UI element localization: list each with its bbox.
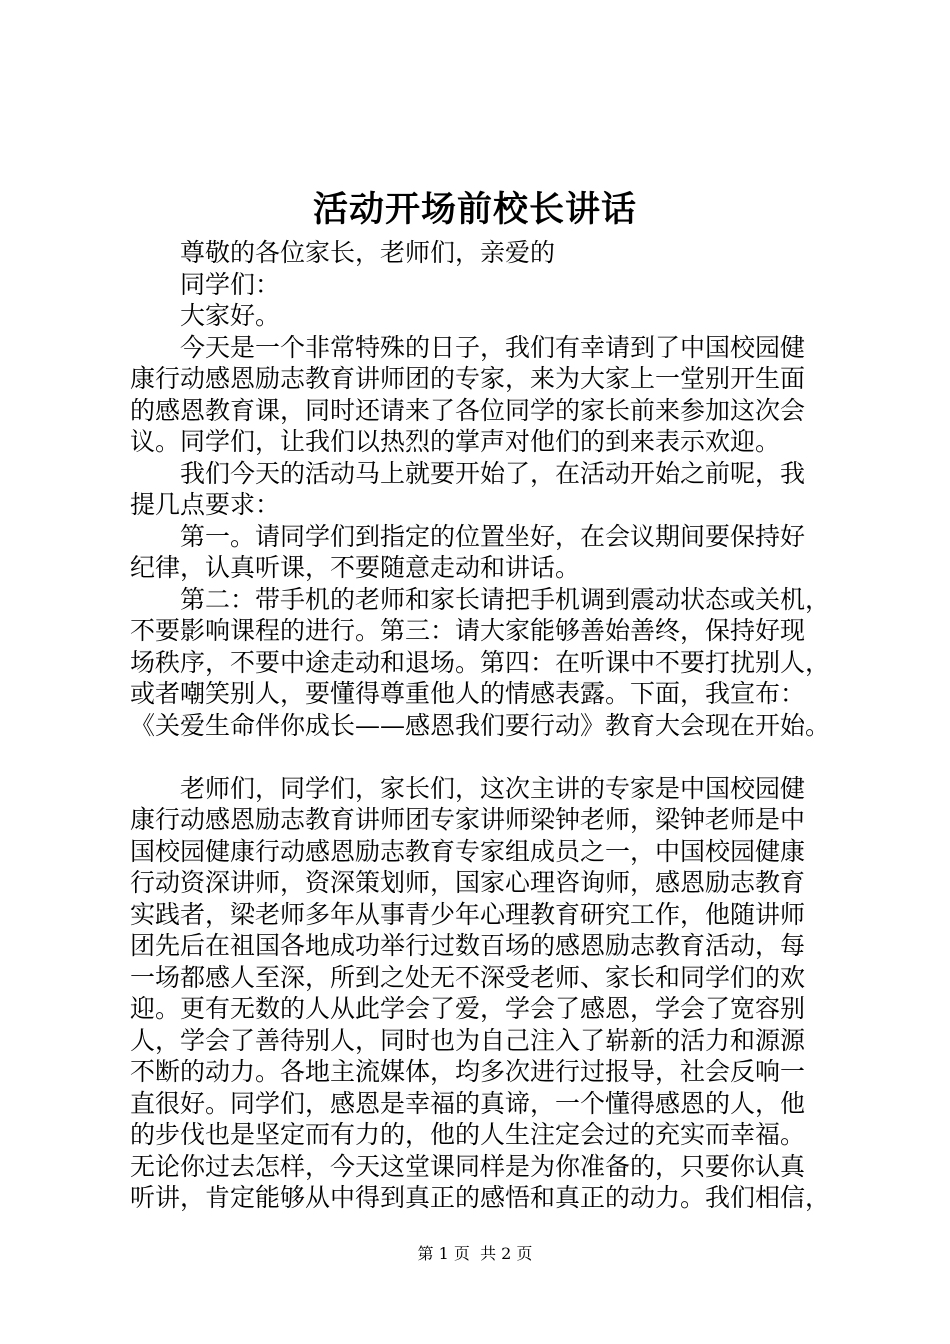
text-line: 同学们： (180, 269, 281, 299)
text-line: 纪律，认真听课，不要随意走动和讲话。 (130, 553, 581, 582)
requirement-one-paragraph (130, 521, 830, 584)
text-line: 国校园健康行动感恩励志教育专家组成员之一，中国校园健康 (130, 836, 806, 866)
greeting-paragraph (130, 300, 830, 332)
text-line: 大家好。 (180, 301, 281, 330)
page-footer (0, 1243, 950, 1265)
salutation-paragraph-continued (130, 269, 830, 301)
paragraph-spacer (130, 741, 830, 773)
text-line: 听讲，肯定能够从中得到真正的感悟和真正的动力。我们相信， (130, 1183, 831, 1212)
text-line: 人，学会了善待别人，同时也为自己注入了崭新的活力和源源 (130, 1025, 806, 1055)
text-line: 康行动感恩励志教育讲师团专家讲师梁钟老师，梁钟老师是中 (130, 805, 806, 834)
text-line: 行动资深讲师，资深策划师，国家心理咨询师，感恩励志教育 (130, 868, 806, 897)
document-body (130, 237, 830, 1214)
text-line: 提几点要求： (130, 490, 281, 519)
text-line: 不断的动力。各地主流媒体，均多次进行过报导，社会反响一 (130, 1057, 806, 1086)
text-line: 迎。更有无数的人从此学会了爱，学会了感恩，学会了宽容别 (130, 994, 806, 1023)
text-line: 一场都感人至深，所到之处无不深受老师、家长和同学们的欢 (130, 962, 806, 992)
text-line: 老师们，同学们，家长们，这次主讲的专家是中国校园健 (180, 773, 806, 803)
page-title: 活动开场前校长讲话 (312, 189, 637, 230)
text-line: 实践者，梁老师多年从事青少年心理教育研究工作，他随讲师 (130, 899, 806, 929)
text-line: 今天是一个非常特殊的日子，我们有幸请到了中国校园健 (180, 332, 806, 362)
text-line: 的感恩教育课，同时还请来了各位同学的家长前来参加这次会 (130, 395, 806, 425)
page-number-label: 第 1 页 共 2 页 (417, 1244, 533, 1263)
text-line: 不要影响课程的进行。第三：请大家能够善始善终，保持好现 (130, 616, 806, 645)
text-line: 第二：带手机的老师和家长请把手机调到震动状态或关机， (180, 584, 831, 614)
requirement-two-paragraph (130, 584, 830, 742)
text-line: 或者嘲笑别人，要懂得尊重他人的情感表露。下面，我宣布： (130, 679, 806, 708)
text-line: 场秩序，不要中途走动和退场。第四：在听课中不要打扰别人， (130, 647, 831, 677)
text-line: 无论你过去怎样，今天这堂课同样是为你准备的，只要你认真 (130, 1151, 806, 1181)
text-line: 尊敬的各位家长，老师们，亲爱的 (180, 238, 556, 267)
speaker-intro-paragraph (130, 773, 830, 1214)
requirements-intro-paragraph (130, 458, 830, 521)
text-line: 第一。请同学们到指定的位置坐好，在会议期间要保持好 (180, 521, 806, 551)
salutation-paragraph (130, 237, 830, 269)
text-line: 直很好。同学们，感恩是幸福的真谛，一个懂得感恩的人，他 (130, 1088, 806, 1118)
text-line: 康行动感恩励志教育讲师团的专家，来为大家上一堂别开生面 (130, 364, 806, 393)
text-line: 《关爱生命伴你成长——感恩我们要行动》教育大会现在开始。 (130, 710, 831, 740)
text-line: 团先后在祖国各地成功举行过数百场的感恩励志教育活动，每 (130, 931, 806, 960)
text-line: 我们今天的活动马上就要开始了，在活动开始之前呢，我 (180, 458, 806, 488)
text-line: 的步伐也是坚定而有力的，他的人生注定会过的充实而幸福。 (130, 1120, 806, 1149)
text-line: 议。同学们，让我们以热烈的掌声对他们的到来表示欢迎。 (130, 427, 781, 456)
welcome-paragraph (130, 332, 830, 458)
